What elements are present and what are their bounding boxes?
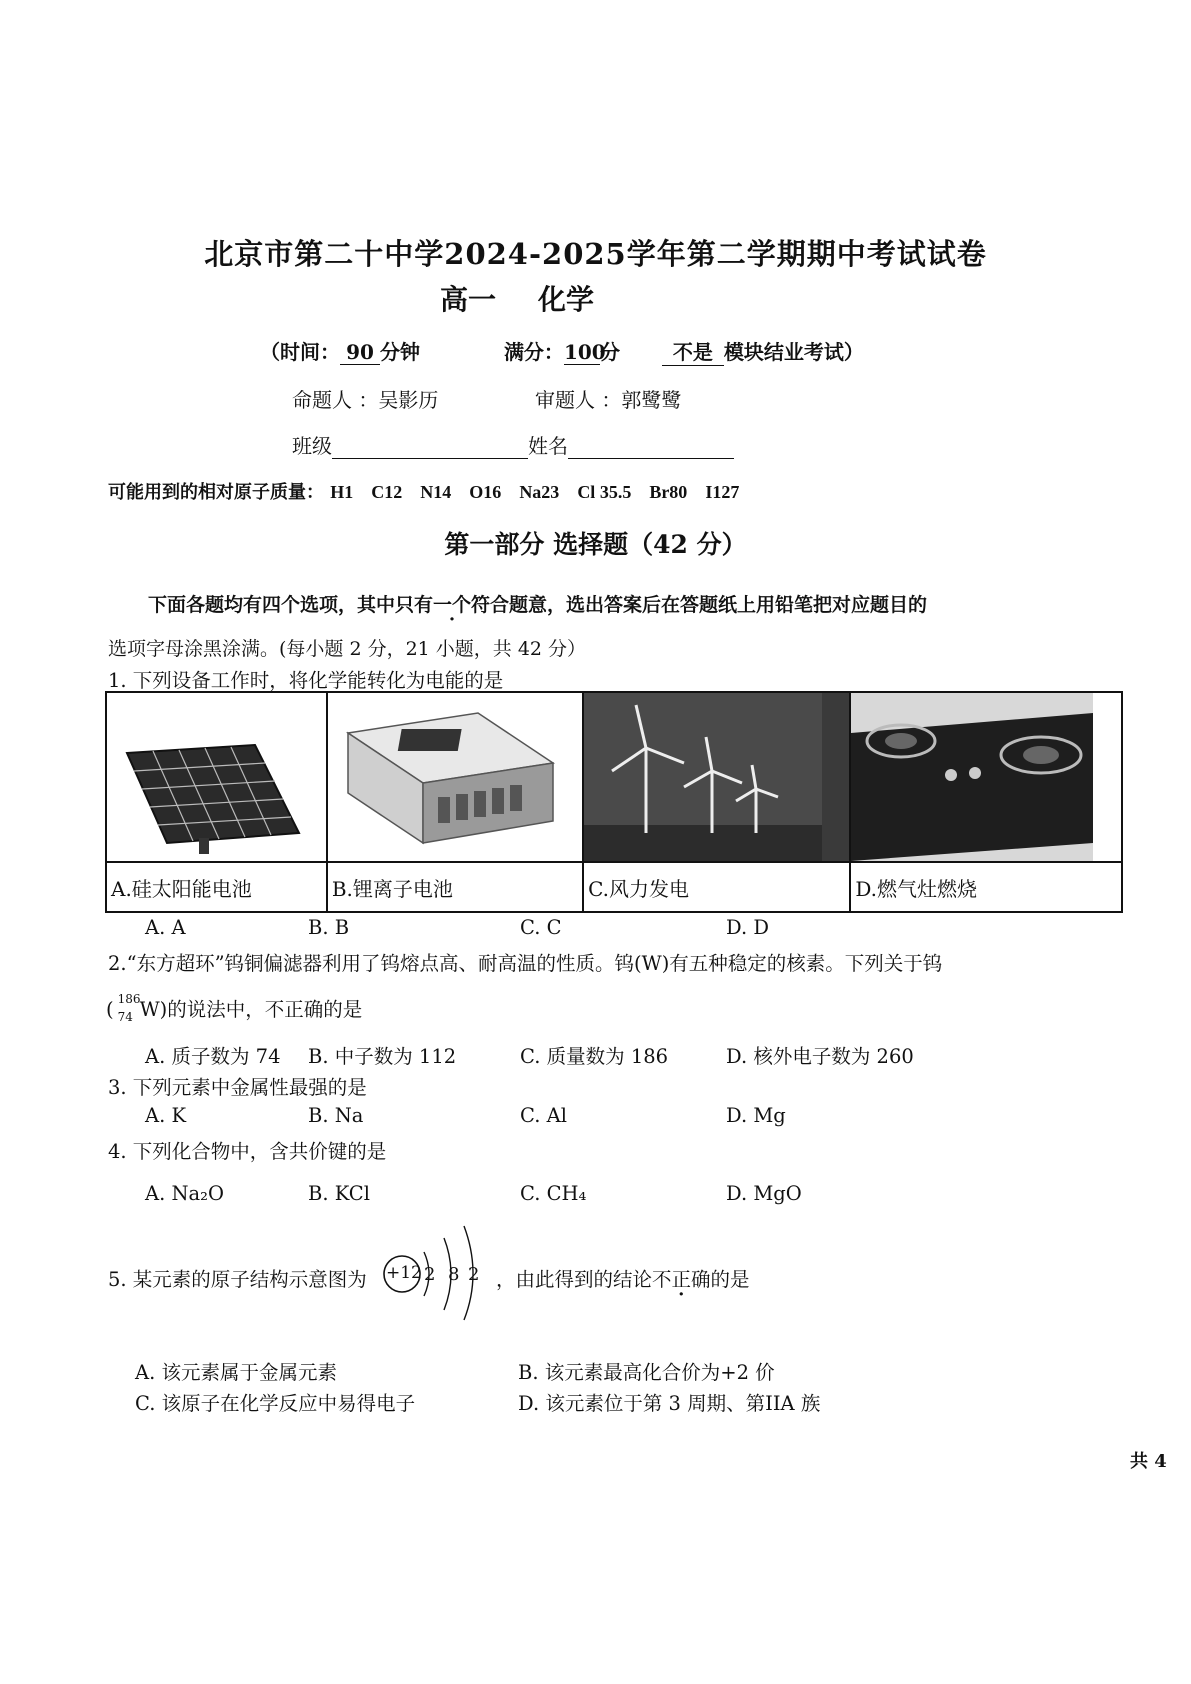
instruction-line1: 下面各题均有四个选项，其中只有一个符合题意，选出答案后在答题纸上用铅笔把对应题目的: [148, 594, 928, 616]
time-value: 90: [340, 340, 380, 365]
caption-d: D.燃气灶燃烧: [850, 862, 1122, 912]
module-value: 不是: [662, 336, 724, 366]
atomic-mass-value: Br80: [649, 482, 688, 502]
lithium-battery-image: [328, 693, 582, 861]
exam-title: 北京市第二十中学2024-2025学年第二学期期中考试试卷: [204, 237, 987, 271]
class-label: 班级: [292, 434, 332, 458]
reviewer-name: 郭鹭鹭: [621, 388, 682, 412]
atomic-mass-value: Cl 35.5: [577, 482, 632, 502]
page-count: 共 4: [1130, 1451, 1167, 1472]
atomic-mass-value: Na23: [519, 482, 560, 502]
q2-option-d[interactable]: D. 核外电子数为 260: [726, 1045, 914, 1068]
nuclide-notation: 186 74: [117, 991, 141, 1024]
q2-option-c[interactable]: C. 质量数为 186: [520, 1045, 669, 1068]
wind-turbine-image: [584, 693, 849, 861]
atomic-mass-value: I127: [705, 482, 740, 502]
atomic-mass-value: O16: [469, 482, 502, 502]
shell-electrons: 8: [448, 1264, 460, 1285]
shell-electrons: 2: [468, 1264, 480, 1285]
q4-option-c[interactable]: C. CH₄: [520, 1182, 587, 1205]
score-label: 满分：: [503, 340, 564, 364]
shell-electrons: 2: [424, 1264, 436, 1285]
caption-b: B.锂离子电池: [327, 862, 583, 912]
author-line: [292, 384, 438, 413]
q5-emphasis: 不正确: [652, 1268, 711, 1291]
q5-option-b[interactable]: B. 该元素最高化合价为+2 价: [518, 1361, 775, 1384]
caption-c: C.风力发电: [583, 862, 850, 912]
q1-option-d[interactable]: D. D: [726, 916, 769, 939]
time-unit: 分钟: [380, 340, 420, 364]
atom-structure-diagram: [380, 1222, 492, 1322]
q1-option-c[interactable]: C. C: [520, 916, 562, 939]
q2-option-b[interactable]: B. 中子数为 112: [308, 1045, 457, 1068]
q3-option-a[interactable]: A. K: [145, 1104, 187, 1127]
time-label: （时间：: [260, 340, 340, 364]
module-text: 模块结业考试）: [723, 340, 864, 364]
q1-option-a[interactable]: A. A: [145, 916, 186, 939]
atomic-mass-value: H1: [330, 482, 354, 502]
exam-info-line: [260, 336, 864, 366]
q5-option-a[interactable]: A. 该元素属于金属元素: [135, 1361, 337, 1384]
class-blank[interactable]: [332, 436, 528, 459]
q1-stem: 1. 下列设备工作时，将化学能转化为电能的是: [108, 669, 504, 692]
score-value: 100: [563, 340, 606, 364]
caption-a: A.硅太阳能电池: [106, 862, 327, 912]
q5-stem-before: 5. 某元素的原子结构示意图为: [108, 1268, 367, 1291]
solar-panel-image: [107, 693, 326, 861]
subject-label: 化学: [538, 283, 595, 316]
grade-label: 高一: [440, 283, 497, 316]
atomic-mass-value: N14: [420, 482, 452, 502]
q3-option-c[interactable]: C. Al: [520, 1104, 567, 1127]
class-name-line: [292, 430, 734, 459]
atomic-mass-line: [108, 478, 757, 504]
q3-option-b[interactable]: B. Na: [308, 1104, 364, 1127]
name-blank[interactable]: [568, 436, 734, 459]
q5-stem-after: ，由此得到的结论不正确的是: [496, 1268, 750, 1291]
section-title: 第一部分 选择题（42 分）: [444, 530, 747, 559]
q3-stem: 3. 下列元素中金属性最强的是: [108, 1076, 367, 1099]
reviewer-label: 审题人 ：: [535, 388, 622, 412]
q4-option-d[interactable]: D. MgO: [726, 1182, 802, 1205]
author-name: 吴影历: [378, 388, 439, 412]
nucleus-charge: +12: [386, 1263, 422, 1283]
q1-option-b[interactable]: B. B: [308, 916, 350, 939]
q3-option-d[interactable]: D. Mg: [726, 1104, 786, 1127]
q4-stem: 4. 下列化合物中，含共价键的是: [108, 1140, 387, 1163]
q2-stem-line1: 2.“东方超环”钨铜偏滤器利用了钨熔点高、耐高温的性质。钨(W)有五种稳定的核素。下列关于钨: [108, 952, 943, 975]
atomic-mass-label: 可能用到的相对原子质量：: [108, 482, 324, 503]
q5-option-c[interactable]: C. 该原子在化学反应中易得电子: [135, 1392, 416, 1415]
score-unit: 分: [599, 340, 620, 364]
q1-image-table: [105, 691, 1123, 913]
name-label: 姓名: [528, 434, 568, 458]
author-label: 命题人 ：: [292, 388, 379, 412]
atomic-mass-value: C12: [371, 482, 403, 502]
instruction-emphasis: 一个: [433, 594, 472, 616]
q5-option-d[interactable]: D. 该元素位于第 3 周期、第IIA 族: [518, 1392, 821, 1415]
q2-option-a[interactable]: A. 质子数为 74: [145, 1045, 281, 1068]
q2-stem-line2: ( 186 74 W)的说法中，不正确的是: [106, 991, 363, 1024]
gas-stove-image: [851, 693, 1121, 861]
q4-option-b[interactable]: B. KCl: [308, 1182, 370, 1205]
reviewer-line: [535, 384, 681, 413]
q4-option-a[interactable]: A. Na₂O: [145, 1182, 224, 1205]
instruction-line2: 选项字母涂黑涂满。(每小题 2 分，21 小题，共 42 分）: [108, 638, 587, 660]
